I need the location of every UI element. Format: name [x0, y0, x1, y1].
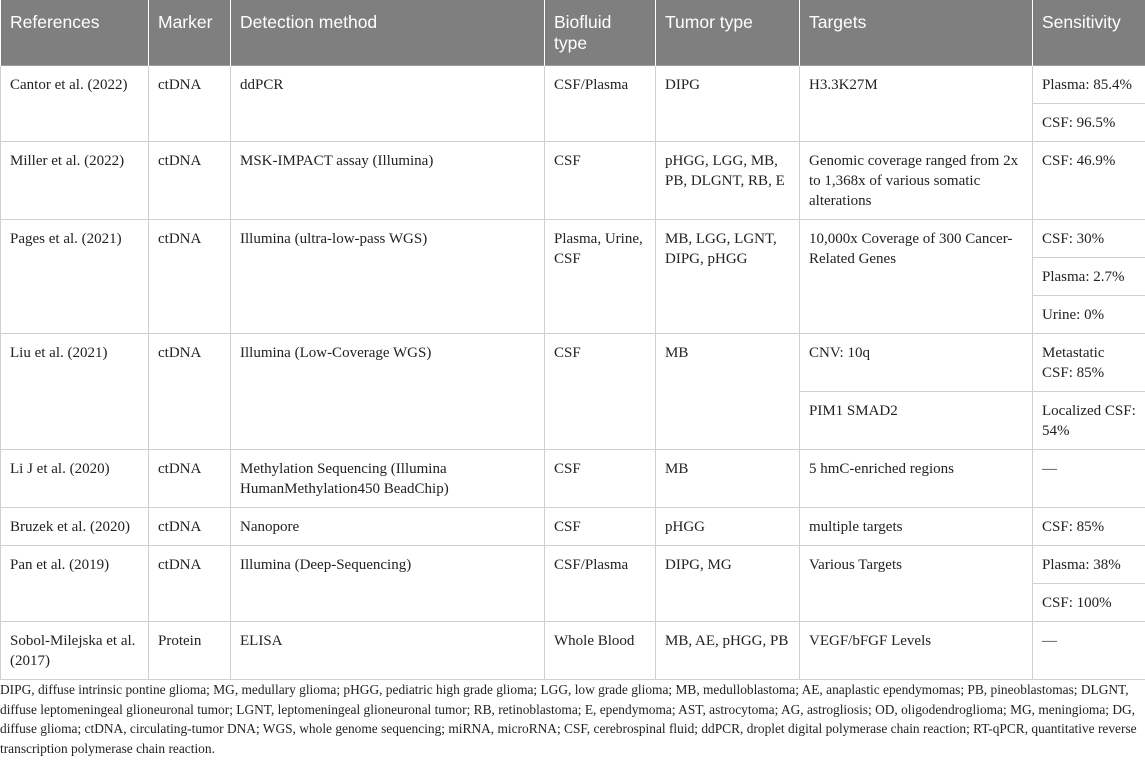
targets-cell: PIM1 SMAD2 [800, 392, 1033, 450]
reference-cell: Sobol-Milejska et al. (2017) [1, 622, 149, 680]
biofluid-cell: CSF [545, 508, 656, 546]
table-row [1, 622, 1145, 680]
header-references: References [1, 0, 149, 66]
reference-cell: Pan et al. (2019) [1, 546, 149, 622]
table-row [1, 508, 1145, 546]
method-cell: Nanopore [231, 508, 545, 546]
sensitivity-cell: CSF: 96.5% [1033, 104, 1145, 142]
biofluid-cell: Whole Blood [545, 622, 656, 680]
table-row [1, 66, 1145, 104]
table-row [1, 546, 1145, 584]
sensitivity-cell: — [1033, 450, 1145, 508]
marker-cell: ctDNA [149, 450, 231, 508]
method-cell: ddPCR [231, 66, 545, 142]
tumor-cell: DIPG, MG [656, 546, 800, 622]
tumor-cell: pHGG, LGG, MB, PB, DLGNT, RB, E [656, 142, 800, 220]
reference-cell: Liu et al. (2021) [1, 334, 149, 450]
marker-cell: Protein [149, 622, 231, 680]
header-tumor-type: Tumor type [656, 0, 800, 66]
header-marker: Marker [149, 0, 231, 66]
sensitivity-cell: Metastatic CSF: 85% [1033, 334, 1145, 392]
header-detection-method: Detection method [231, 0, 545, 66]
sensitivity-cell: CSF: 46.9% [1033, 142, 1145, 220]
sensitivity-cell: Plasma: 2.7% [1033, 258, 1145, 296]
targets-cell: VEGF/bFGF Levels [800, 622, 1033, 680]
table-row [1, 334, 1145, 392]
method-cell: ELISA [231, 622, 545, 680]
method-cell: MSK-IMPACT assay (Illumina) [231, 142, 545, 220]
sensitivity-cell: CSF: 30% [1033, 220, 1145, 258]
sensitivity-cell: — [1033, 622, 1145, 680]
table-row [1, 142, 1145, 220]
reference-cell: Li J et al. (2020) [1, 450, 149, 508]
biofluid-cell: CSF [545, 450, 656, 508]
table-footnote: DIPG, diffuse intrinsic pontine glioma; MG, medullary glioma; pHGG, pediatric high grade glioma; LGG, low grade glioma; MB, medulloblastoma; AE, anaplastic ependymomas; PB, pineoblastomas; DLGNT, diffuse leptomeningeal glioneuronal tumor; LGNT, leptomeningeal glioneuronal tumor; RB, retinoblastoma; E, ependymoma; AST, astrocytoma; AG, astrogliosis; OD, oligodendroglioma; MG, meningioma; DG, diffuse glioma; ctDNA, circulating-tumor DNA; WGS, whole genome sequencing; miRNA, microRNA; CSF, cerebrospinal fluid; ddPCR, droplet digital polymerase chain reaction; RT-qPCR, quantitative reverse transcription polymerase chain reaction. [0, 682, 1137, 756]
sensitivity-cell: CSF: 100% [1033, 584, 1145, 622]
table-row [1, 450, 1145, 508]
sensitivity-cell: Localized CSF: 54% [1033, 392, 1145, 450]
reference-cell: Bruzek et al. (2020) [1, 508, 149, 546]
sensitivity-cell: CSF: 85% [1033, 508, 1145, 546]
header-biofluid-type: Biofluid type [545, 0, 656, 66]
tumor-cell: MB [656, 450, 800, 508]
table-row [1, 220, 1145, 258]
sensitivity-cell: Plasma: 85.4% [1033, 66, 1145, 104]
sensitivity-cell: Plasma: 38% [1033, 546, 1145, 584]
header-targets: Targets [800, 0, 1033, 66]
method-cell: Illumina (Deep-Sequencing) [231, 546, 545, 622]
biofluid-cell: CSF/Plasma [545, 546, 656, 622]
targets-cell: H3.3K27M [800, 66, 1033, 142]
targets-cell: CNV: 10q [800, 334, 1033, 392]
biofluid-cell: Plasma, Urine, CSF [545, 220, 656, 334]
marker-cell: ctDNA [149, 142, 231, 220]
targets-cell: 10,000x Coverage of 300 Cancer-Related Genes [800, 220, 1033, 334]
biofluid-cell: CSF [545, 142, 656, 220]
biofluid-cell: CSF/Plasma [545, 66, 656, 142]
tumor-cell: MB [656, 334, 800, 450]
marker-cell: ctDNA [149, 334, 231, 450]
reference-cell: Cantor et al. (2022) [1, 66, 149, 142]
targets-cell: multiple targets [800, 508, 1033, 546]
tumor-cell: MB, LGG, LGNT, DIPG, pHGG [656, 220, 800, 334]
reference-cell: Pages et al. (2021) [1, 220, 149, 334]
marker-cell: ctDNA [149, 220, 231, 334]
header-sensitivity: Sensitivity [1033, 0, 1145, 66]
method-cell: Illumina (Low-Coverage WGS) [231, 334, 545, 450]
tumor-cell: DIPG [656, 66, 800, 142]
marker-cell: ctDNA [149, 546, 231, 622]
targets-cell: Genomic coverage ranged from 2x to 1,368x of various somatic alterations [800, 142, 1033, 220]
method-cell: Methylation Sequencing (Illumina HumanMethylation450 BeadChip) [231, 450, 545, 508]
biofluid-cell: CSF [545, 334, 656, 450]
tumor-cell: pHGG [656, 508, 800, 546]
marker-cell: ctDNA [149, 66, 231, 142]
targets-cell: 5 hmC-enriched regions [800, 450, 1033, 508]
tumor-cell: MB, AE, pHGG, PB [656, 622, 800, 680]
header-row [1, 0, 1145, 66]
marker-cell: ctDNA [149, 508, 231, 546]
method-cell: Illumina (ultra-low-pass WGS) [231, 220, 545, 334]
targets-cell: Various Targets [800, 546, 1033, 622]
reference-cell: Miller et al. (2022) [1, 142, 149, 220]
sensitivity-cell: Urine: 0% [1033, 296, 1145, 334]
